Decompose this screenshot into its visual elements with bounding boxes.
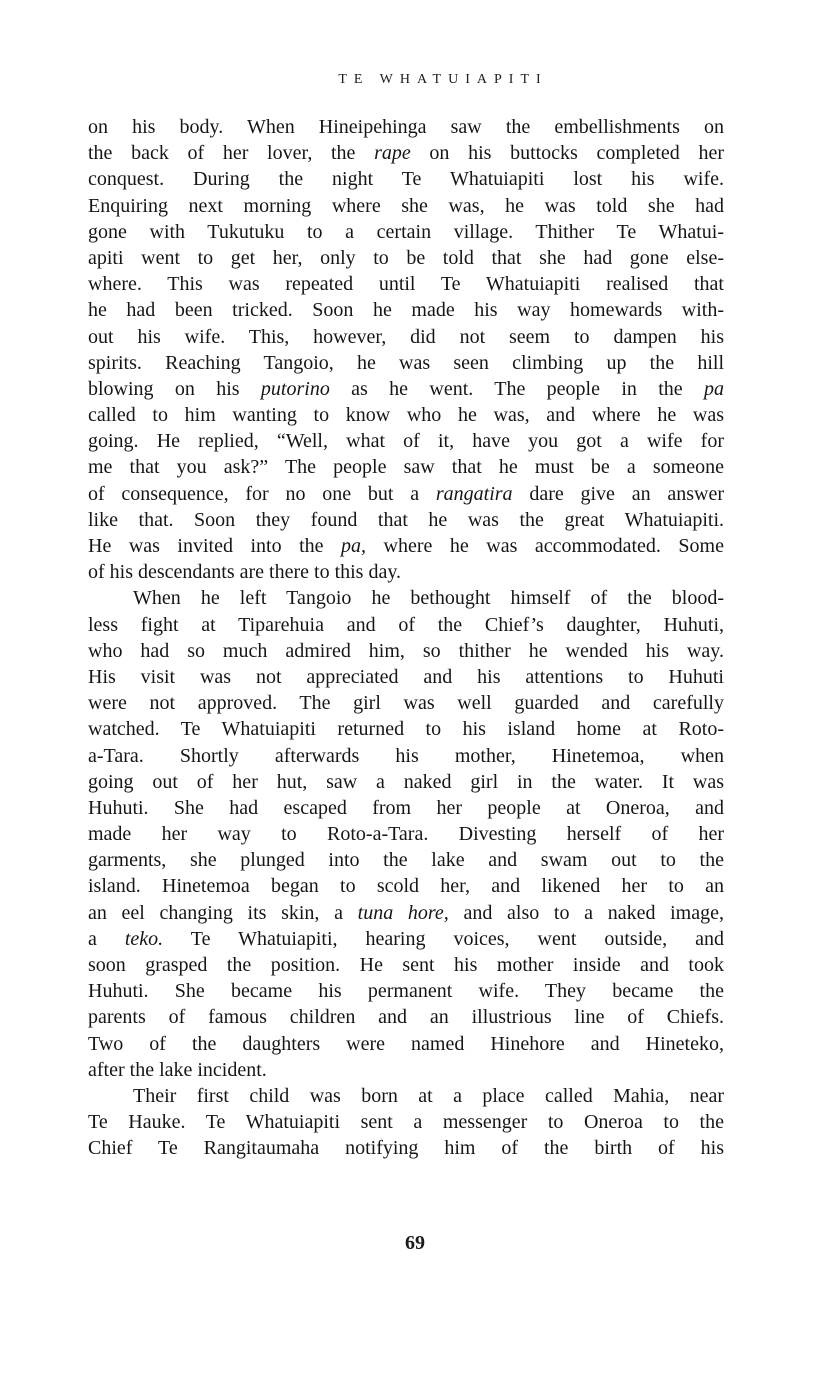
- text-line: soon grasped the position. He sent his mother inside and took: [88, 954, 724, 976]
- text-line: He was invited into the pa, where he was accommodated. Some: [88, 535, 724, 557]
- italic-term: pa,: [341, 535, 367, 557]
- text-line: going. He replied, “Well, what of it, have you got a wife for: [88, 430, 724, 453]
- italic-term: rangatira: [435, 482, 513, 505]
- text-line: island. Hinetemoa began to scold her, and likened her to an: [88, 875, 724, 898]
- text-line: a teko. Te Whatuiapiti, hearing voices, went outside, and: [88, 927, 724, 950]
- text-line: he had been tricked. Soon he made his way homewards with-: [88, 299, 724, 322]
- text-line: His visit was not appreciated and his attentions to Huhuti: [88, 665, 724, 688]
- paragraph: [88, 114, 724, 585]
- text-line: Chief Te Rangitaumaha notifying him of the birth of his: [88, 1137, 724, 1160]
- text-line: spirits. Reaching Tangoio, he was seen climbing up the hill: [88, 351, 724, 374]
- text-line: going out of her hut, saw a naked girl in the water. It was: [88, 770, 724, 793]
- text-line: me that you ask?” The people saw that he must be a someone: [88, 456, 724, 479]
- text-line: of consequence, for no one but a rangatira dare give an answer: [88, 482, 724, 505]
- italic-term: putorino: [260, 377, 330, 400]
- page-number: 69: [405, 1232, 425, 1254]
- text-line: the back of her lover, the rape on his buttocks completed her: [88, 142, 724, 165]
- text-line: after the lake incident.: [88, 1058, 267, 1081]
- text-line: called to him wanting to know who he was, and where he was: [88, 404, 724, 427]
- text-line: apiti went to get her, only to be told that she had gone else-: [88, 246, 724, 269]
- italic-term: tuna hore,: [357, 901, 449, 924]
- text-line: on his body. When Hineipehinga saw the embellishments on: [88, 116, 724, 138]
- text-line: Te Hauke. Te Whatuiapiti sent a messenger to Oneroa to the: [88, 1111, 724, 1134]
- text-line: Two of the daughters were named Hinehore and Hineteko,: [88, 1032, 724, 1055]
- text-line: garments, she plunged into the lake and swam out to the: [88, 849, 724, 872]
- text-line: Their first child was born at a place called Mahia, near: [133, 1084, 724, 1107]
- text-line: parents of famous children and an illustrious line of Chiefs.: [88, 1006, 724, 1029]
- text-line: who had so much admired him, so thither he wended his way.: [88, 639, 724, 662]
- paragraph: [88, 585, 724, 1083]
- text-line: watched. Te Whatuiapiti returned to his island home at Roto-: [88, 718, 724, 741]
- text-line: gone with Tukutuku to a certain village. Thither Te Whatui-: [88, 220, 724, 243]
- paragraph: [88, 1083, 724, 1162]
- text-line: an eel changing its skin, a tuna hore, and also to a naked image,: [88, 901, 724, 924]
- running-head: TE WHATUIAPITI: [338, 72, 548, 87]
- text-line: Enquiring next morning where she was, he was told she had: [88, 194, 724, 217]
- text-line: made her way to Roto-a-Tara. Divesting herself of her: [88, 823, 724, 846]
- text-line: less fight at Tiparehuia and of the Chief’s daughter, Huhuti,: [88, 613, 724, 636]
- text-line: a-Tara. Shortly afterwards his mother, Hinetemoa, when: [88, 744, 724, 767]
- italic-term: rape: [374, 142, 411, 165]
- text-line: Huhuti. She had escaped from her people at Oneroa, and: [88, 796, 724, 819]
- text-line: where. This was repeated until Te Whatuiapiti realised that: [88, 273, 724, 296]
- text-line: like that. Soon they found that he was the great Whatuiapiti.: [88, 508, 724, 531]
- text-line: out his wife. This, however, did not seem to dampen his: [88, 325, 724, 348]
- italic-term: teko.: [124, 927, 164, 950]
- text-line: of his descendants are there to this day.: [88, 561, 402, 584]
- text-line: were not approved. The girl was well guarded and carefully: [88, 692, 724, 715]
- text-line: Huhuti. She became his permanent wife. They became the: [88, 980, 724, 1003]
- body-text: [88, 114, 724, 1162]
- text-line: blowing on his putorino as he went. The people in the pa: [88, 377, 724, 400]
- text-line: conquest. During the night Te Whatuiapiti lost his wife.: [88, 168, 724, 191]
- italic-term: pa: [704, 377, 724, 400]
- text-line: When he left Tangoio he bethought himself of the blood-: [133, 587, 724, 610]
